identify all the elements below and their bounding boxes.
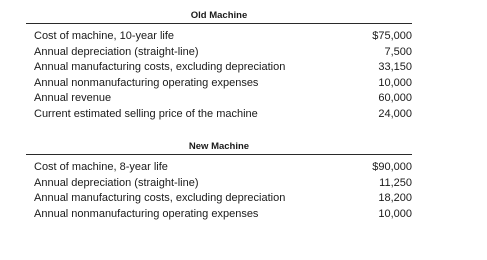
row-label: Cost of machine, 8-year life bbox=[34, 161, 168, 173]
row-value: 10,000 bbox=[378, 207, 412, 220]
new-machine-title: New Machine bbox=[26, 141, 412, 155]
row-value: 18,200 bbox=[378, 192, 412, 205]
row-value: 24,000 bbox=[378, 107, 412, 120]
new-machine-table bbox=[26, 141, 412, 222]
old-machine-rows bbox=[26, 24, 412, 123]
table-row bbox=[26, 29, 412, 45]
row-value: 33,150 bbox=[378, 61, 412, 74]
row-value: 10,000 bbox=[378, 76, 412, 89]
new-machine-rows bbox=[26, 155, 412, 222]
table-row bbox=[26, 207, 412, 223]
row-label: Annual manufacturing costs, excluding depreciation bbox=[34, 192, 286, 205]
table-row bbox=[26, 76, 412, 92]
table-row bbox=[26, 176, 412, 192]
table-row bbox=[26, 91, 412, 107]
table-row bbox=[26, 160, 412, 176]
row-value: $75,000 bbox=[372, 30, 412, 42]
row-value: 11,250 bbox=[379, 176, 412, 189]
row-label: Current estimated selling price of the machine bbox=[34, 107, 258, 120]
row-value: 60,000 bbox=[378, 92, 412, 105]
row-label: Annual nonmanufacturing operating expenses bbox=[34, 207, 259, 220]
row-value: 7,500 bbox=[384, 45, 412, 58]
row-label: Annual depreciation (straight-line) bbox=[34, 176, 199, 189]
row-value: $90,000 bbox=[372, 161, 412, 173]
table-row bbox=[26, 107, 412, 123]
table-row bbox=[26, 60, 412, 76]
row-label: Annual manufacturing costs, excluding depreciation bbox=[34, 61, 286, 74]
table-row bbox=[26, 45, 412, 61]
row-label: Cost of machine, 10-year life bbox=[34, 30, 175, 42]
old-machine-title: Old Machine bbox=[26, 10, 412, 24]
table-row bbox=[26, 191, 412, 207]
old-machine-table bbox=[26, 10, 412, 123]
row-label: Annual depreciation (straight-line) bbox=[34, 45, 199, 58]
row-label: Annual nonmanufacturing operating expenses bbox=[34, 76, 259, 89]
row-label: Annual revenue bbox=[34, 92, 112, 105]
